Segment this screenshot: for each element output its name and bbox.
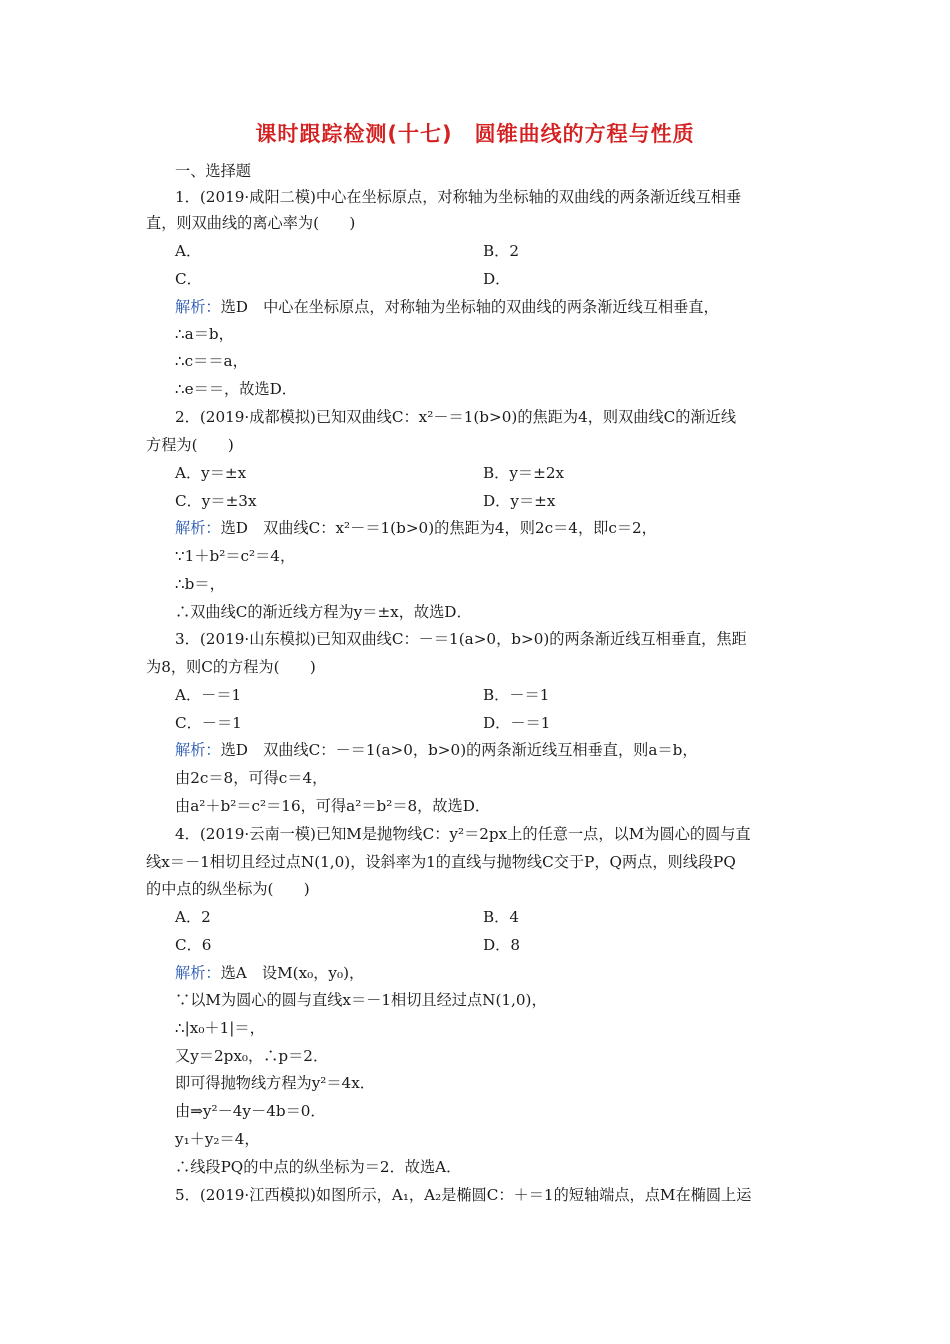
question-4-option-a: A．2	[175, 908, 211, 926]
question-4-option-b: B．4	[483, 908, 520, 926]
question-4-option-d: D．8	[483, 936, 521, 954]
solution-1-line-4: ∴e＝＝，故选D．	[175, 380, 297, 398]
question-2-option-b: B．y＝±2x	[483, 464, 565, 482]
solution-label: 解析：	[175, 298, 221, 316]
solution-4-line-6: 由⇒y²－4y－4b＝0．	[175, 1102, 326, 1120]
question-3-line-1: 3．(2019·山东模拟)已知双曲线C：－＝1(a>0，b>0)的两条渐近线互相垂直，焦距	[175, 630, 747, 648]
solution-label: 解析：	[175, 519, 221, 537]
section-heading: 一、选择题	[175, 162, 251, 180]
question-1-line-1: 1．(2019·咸阳二模)中心在坐标原点，对称轴为坐标轴的双曲线的两条渐近线互相垂	[175, 188, 742, 206]
solution-1-line-2: ∴a＝b，	[175, 325, 234, 343]
question-1-option-b: B．2	[483, 242, 520, 260]
question-1-option-d: D．	[483, 270, 511, 288]
question-1-option-c: C．	[175, 270, 202, 288]
solution-4-line-5: 即可得抛物线方程为y²＝4x．	[175, 1074, 375, 1092]
question-1-line-2: 直，则双曲线的离心率为( )	[146, 214, 356, 232]
solution-4-line-7: y₁＋y₂＝4，	[175, 1130, 260, 1148]
solution-2-line-1: 解析：选D 双曲线C：x²－＝1(b>0)的焦距为4，则2c＝4，即c＝2，	[175, 519, 657, 537]
solution-2-line-2: ∵1＋b²＝c²＝4，	[175, 547, 296, 565]
question-2-option-a: A．y＝±x	[175, 464, 247, 482]
question-4-line-1: 4．(2019·云南一模)已知M是抛物线C：y²＝2px上的任意一点，以M为圆心的圆与直	[175, 825, 751, 843]
question-3-option-d: D．－＝1	[483, 714, 551, 732]
solution-2-line-3: ∴b＝，	[175, 575, 225, 593]
solution-4-line-2: ∵以M为圆心的圆与直线x＝－1相切且经过点N(1,0)，	[175, 991, 547, 1009]
question-3-option-a: A．－＝1	[175, 686, 242, 704]
solution-label: 解析：	[175, 741, 221, 759]
question-3-option-b: B．－＝1	[483, 686, 550, 704]
page-title: 课时跟踪检测(十七) 圆锥曲线的方程与性质	[255, 122, 695, 146]
question-5-line-1: 5．(2019·江西模拟)如图所示，A₁，A₂是椭圆C：＋＝1的短轴端点，点M在椭圆上运	[175, 1186, 752, 1204]
question-4-line-2: 线x＝－1相切且经过点N(1,0)，设斜率为1的直线与抛物线C交于P，Q两点，则线段PQ	[146, 853, 736, 871]
question-2-option-c: C．y＝±3x	[175, 492, 257, 510]
solution-4-line-3: ∴|x₀＋1|＝，	[175, 1019, 265, 1037]
solution-3-line-1: 解析：选D 双曲线C：－＝1(a>0，b>0)的两条渐近线互相垂直，则a＝b，	[175, 741, 698, 759]
question-2-option-d: D．y＝±x	[483, 492, 556, 510]
question-1-option-a: A．	[175, 242, 202, 260]
solution-4-line-8: ∴线段PQ的中点的纵坐标为＝2．故选A．	[175, 1158, 462, 1176]
solution-3-line-2: 由2c＝8，可得c＝4，	[175, 769, 328, 787]
question-2-line-1: 2．(2019·成都模拟)已知双曲线C：x²－＝1(b>0)的焦距为4，则双曲线C的渐近线	[175, 408, 737, 426]
question-3-option-c: C．－＝1	[175, 714, 242, 732]
solution-label: 解析：	[175, 964, 221, 982]
question-4-option-c: C．6	[175, 936, 212, 954]
solution-4-line-1: 解析：选A 设M(x₀，y₀)，	[175, 964, 365, 982]
solution-2-line-4: ∴双曲线C的渐近线方程为y＝±x，故选D．	[175, 603, 472, 621]
solution-4-line-4: 又y＝2px₀，∴p＝2．	[175, 1047, 329, 1065]
question-2-line-2: 方程为( )	[146, 436, 234, 454]
solution-1-line-1: 解析：选D 中心在坐标原点，对称轴为坐标轴的双曲线的两条渐近线互相垂直，	[175, 298, 719, 316]
solution-3-line-3: 由a²＋b²＝c²＝16，可得a²＝b²＝8，故选D．	[175, 797, 491, 815]
solution-1-line-3: ∴c＝＝a，	[175, 352, 248, 370]
question-4-line-3: 的中点的纵坐标为( )	[146, 880, 310, 898]
question-3-line-2: 为8，则C的方程为( )	[146, 658, 316, 676]
